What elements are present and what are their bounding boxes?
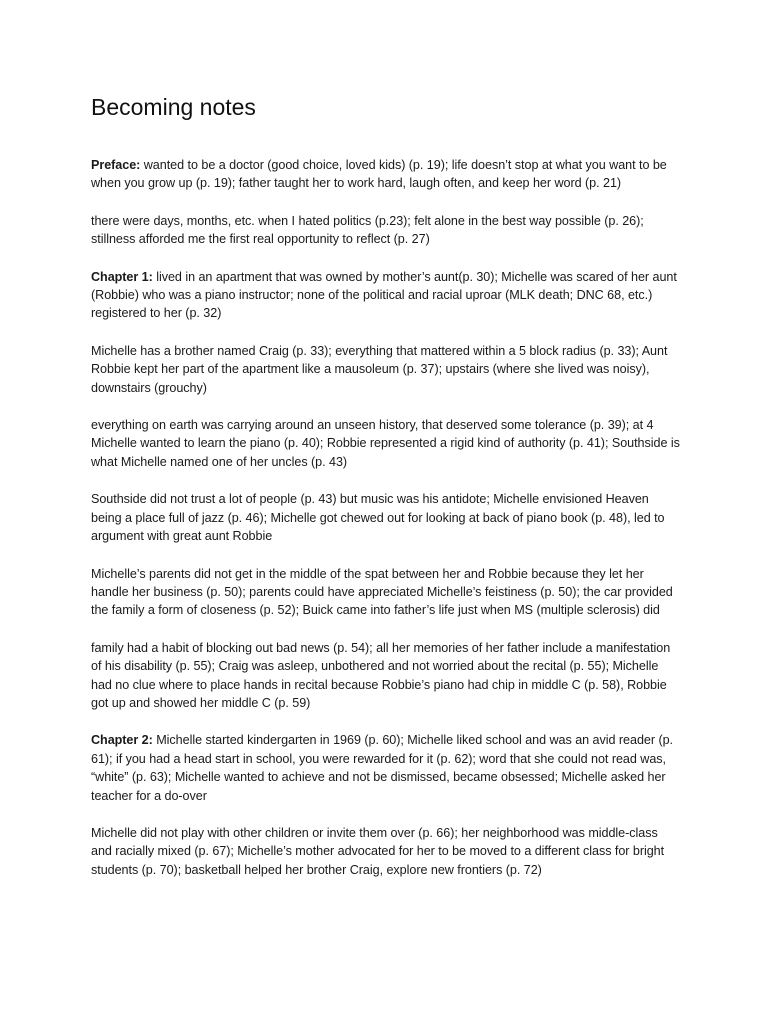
paragraph — [91, 212, 681, 249]
section-heading-preface: Preface: — [91, 158, 141, 172]
paragraph-text: wanted to be a doctor (good choice, loved kids) (p. 19); life doesn’t stop at what you want to be when you grow up (p. 19); father taught her to work hard, laugh often, and keep her word (p. 21) — [91, 158, 667, 191]
paragraph — [91, 416, 681, 471]
section-heading-chapter-1: Chapter 1: — [91, 269, 153, 284]
paragraph-text: there were days, months, etc. when I hated politics (p.23); felt alone in the best way possible (p. 26); stillness afforded me the first real opportunity to reflect (p. 27) — [91, 213, 644, 247]
paragraph — [91, 639, 681, 713]
paragraph-text: Michelle’s parents did not get in the middle of the spat between her and Robbie because they let her handle her business (p. 50); parents could have appreciated Michelle’s feistiness (p. 50); the car provided the family a form of closeness (p. 52); Buick came into father’s life just when MS (multiple sclerosis) did — [91, 566, 673, 618]
paragraph — [91, 565, 681, 620]
paragraph-text: Michelle has a brother named Craig (p. 33); everything that mattered within a 5 block radius (p. 33); Aunt Robbie kept her part of the apartment like a mausoleum (p. 37); upstairs (where she lived was noisy), downstairs (grouchy) — [91, 343, 668, 395]
paragraph-text: everything on earth was carrying around an unseen history, that deserved some tolerance (p. 39); at 4 Michelle wanted to learn the piano (p. 40); Robbie represented a rigid kind of authority (p. 41); Southside is what Michelle named one of her uncles (p. 43) — [91, 418, 680, 469]
paragraph-text: Michelle started kindergarten in 1969 (p. 60); Michelle liked school and was an avid reader (p. 61); if you had a head start in school, you were rewarded for it (p. 62); word that she could not read was, “white” (p. 63); Michelle wanted to achieve and not be dismissed, became obsessed; Michelle asked her teacher for a do-over — [91, 733, 674, 803]
section-heading-chapter-2: Chapter 2: — [91, 733, 153, 748]
paragraph — [91, 824, 681, 879]
paragraph-chapter-2 — [91, 731, 681, 805]
document-title: Becoming notes — [91, 94, 256, 120]
paragraph-text: Michelle did not play with other children or invite them over (p. 66); her neighborhood was middle-class and racially mixed (p. 67); Michelle’s mother advocated for her to be moved to a different class for bright students (p. 70); basketball helped her brother Craig, explore new frontiers (p. 72) — [91, 825, 665, 877]
paragraph-chapter-1 — [91, 268, 681, 323]
paragraph — [91, 490, 681, 545]
paragraph-text: Southside did not trust a lot of people (p. 43) but music was his antidote; Michelle envisioned Heaven being a place full of jazz (p. 46); Michelle got chewed out for looking at back of piano book (p. 48), led to argument with great aunt Robbie — [91, 492, 665, 544]
paragraph — [91, 342, 681, 397]
paragraph-text: lived in an apartment that was owned by mother’s aunt(p. 30); Michelle was scared of her aunt (Robbie) who was a piano instructor; none of the political and racial uproar (MLK death; DNC 68, etc.) registered to her (p. 32) — [91, 269, 677, 321]
paragraph-text: family had a habit of blocking out bad news (p. 54); all her memories of her father include a manifestation of his disability (p. 55); Craig was asleep, unbothered and not worried about the recital (p. 55); Michelle had no clue where to place hands in recital because Robbie’s piano had chip in middle C (p. 58), Robbie got up and showed her middle C (p. 59) — [91, 640, 671, 710]
document-page — [91, 92, 681, 898]
paragraph-preface — [91, 156, 681, 193]
